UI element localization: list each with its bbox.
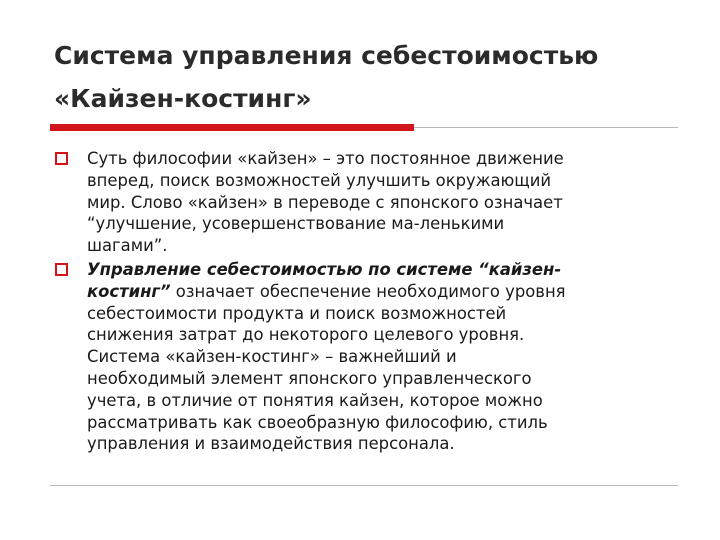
bullet-emphasis-text: Управление себестоимостью по системе “кайзен- bbox=[87, 259, 562, 279]
bullet-text-line: Суть философии «кайзен» – это постоянное движение bbox=[87, 149, 564, 168]
bullet-text-fragment: означает обеспечение необходимого уровня bbox=[170, 281, 566, 301]
hollow-square-bullet-icon bbox=[55, 263, 68, 276]
bullet-text-line bbox=[87, 281, 684, 303]
bullet-text-line: снижения затрат до некоторого целевого уровня. bbox=[87, 325, 525, 345]
title-underline-rule bbox=[414, 127, 678, 128]
title-line: «Кайзен-костинг» bbox=[54, 84, 312, 113]
title-underline-accent bbox=[50, 124, 414, 131]
footer-rule bbox=[50, 485, 678, 486]
bullet-text-line: себестоимости продукта и поиск возможностей bbox=[87, 303, 507, 323]
bullet-text-line: управления и взаимодействия персонала. bbox=[87, 434, 455, 454]
bullet-text-line: учета, в отличие от понятия кайзен, которое можно bbox=[87, 390, 543, 410]
title-line: Система управления себестоимостью bbox=[54, 41, 599, 70]
bullet-item-kaizen-philosophy bbox=[54, 148, 684, 257]
bullet-item-kaizen-costing bbox=[54, 259, 684, 455]
slide-title bbox=[54, 34, 694, 120]
bullet-text-line: вперед, поиск возможностей улучшить окружающий bbox=[87, 170, 552, 190]
bullet-text-line: Система «кайзен-костинг» – важнейший и bbox=[87, 347, 457, 367]
hollow-square-bullet-icon bbox=[55, 152, 68, 165]
bullet-text-line: “улучшение, усовершенствование ма-ленькими bbox=[87, 214, 505, 234]
bullet-emphasis-text: костинг” bbox=[87, 281, 171, 301]
bullet-text-line: необходимый элемент японского управленческого bbox=[87, 368, 532, 388]
bullet-text-line: шагами”. bbox=[87, 236, 168, 256]
bullet-text-line: мир. Слово «кайзен» в переводе с японского означает bbox=[87, 192, 563, 212]
bullet-text-line: рассматривать как своеобразную философию, стиль bbox=[87, 412, 548, 432]
bullet-list bbox=[54, 148, 684, 457]
